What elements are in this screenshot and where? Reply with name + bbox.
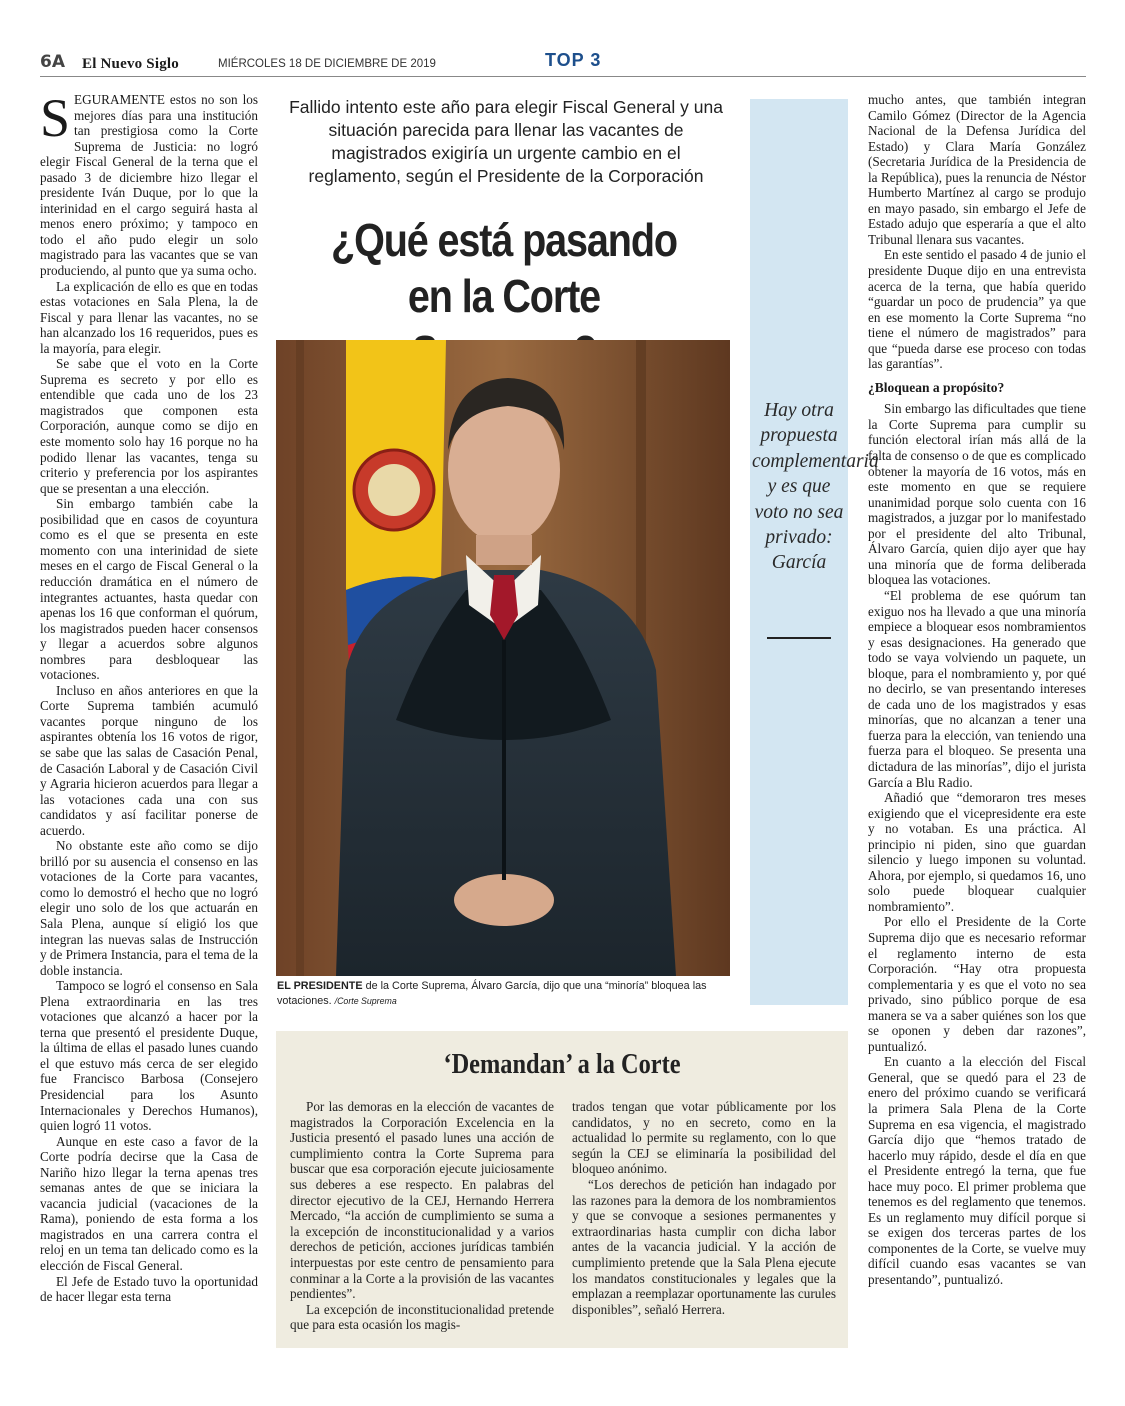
portrait-photo [276, 340, 730, 976]
paragraph: Sin embargo las dificultades que tiene la Corte Suprema para cumplir su función electoral irían más allá de la falta de consenso o de que es complicado obtener la mayoría de 16 votos, más en este momento en que se requiere unanimidad porque solo cuenta con 16 magistrados, a juzgar por lo manifestado por el presidente del alto Tribunal, Álvaro García, quien dijo ayer que hay una minoría que de forma deliberada bloquea las votaciones. [868, 401, 1086, 588]
paragraph: Incluso en años anteriores en que la Corte Suprema también acumuló vacantes porque ninguno de los aspirantes obtenía los 16 votos de rigor, se sabe que las salas de Casación Penal, de Casación Laboral y de Casación Civil y Agraria hicieron acuerdos para llegar a las votaciones cada una con sus candidatos y así facilitar ponerse de acuerdo. [40, 682, 258, 838]
paragraph: El Jefe de Estado tuvo la oportunidad de hacer llegar esta terna [40, 1273, 258, 1305]
paragraph: En este sentido el pasado 4 de junio el presidente Duque dijo en una entrevista acerca de la terna, que había querido “guardar un poco de prudencia” ya que en ese momento la Corte Suprema “no tiene el número de magistrados” para que “pueda darse ese proceso con todas las garantías”. [868, 247, 1086, 372]
caption-text: de la Corte Suprema, Álvaro García, dijo que una “minoría” bloquea las votaciones. [277, 980, 707, 1007]
portrait-illustration [276, 340, 730, 976]
paragraph: Tampoco se logró el consenso en Sala Plena extraordinaria en las tres votaciones que alcanzó a hacer por la terna que presentó el presidente Duque, la última de ellas el pasado lunes cuando el que estuvo más cerca de ser elegido fue Francisco Barbosa (Consejero Presidencial para los Asunto Internacionales y Derechos Humanos), quien logró 11 votos. [40, 978, 258, 1134]
paragraph: trados tengan que votar públicamente por los candidatos, y no en secreto, como en la actualidad lo permite su reglamento, con lo que según la CEJ se eliminaría la posibilidad del bloqueo anónimo. [572, 1099, 836, 1177]
paragraph: Sin embargo también cabe la posibilidad que en casos de coyuntura como es el que se presenta en este momento con una interinidad de siete meses en el cargo de Fiscal General o la reducción dramática en el número de integrantes actuantes, hasta quedar con apenas los 16 que conforman el quórum, los magistrados pueden hacer consensos y llegar a acuerdos sobre algunos nombres para desbloquear las votaciones. [40, 496, 258, 683]
sidebar-column-2 [572, 1099, 836, 1317]
paragraph: Se sabe que el voto en la Corte Suprema es secreto y por ello es entendible que cada uno de los 23 magistrados que componen esta Corporación, aunque como se dijo en este momento solo hay 16 porque no ha podido llenar las vacantes, tenga su criterio y preferencia por los aspirantes que se presentan a una elección. [40, 356, 258, 496]
caption-lead: EL PRESIDENTE [277, 980, 363, 992]
paragraph: Añadió que “demoraron tres meses exigiendo que el vicepresidente era este y no votaban. Es una práctica. Al principio ni piden, sino que guardan silencio y luego imponen su voluntad. Ahora, por ejemplo, si quedamos 16, uno solo puede bloquear cualquier nombramiento”. [868, 790, 1086, 914]
paragraph: La explicación de ello es que en todas estas votaciones en Sala Plena, la de Fiscal y para llenar las vacantes, no se han alcanzado los 16 requeridos, pues es la mayoría, para elegir. [40, 278, 258, 356]
lead-text: estos no son los mejores días para una institución tan prestigiosa como la Corte Suprema de Justicia: no logró elegir Fiscal General de la terna que el pasado 3 de diciembre hizo llegar el presidente Iván Duque, por lo que la interinidad en el cargo seguirá hasta al menos enero próximo; y tampoco en todo el año pudo elegir un solo magistrado para las vacantes que se van produciendo, al punto que ya suma ocho. [40, 92, 258, 279]
paragraph: Aunque en este caso a favor de la Corte podría decirse que la Casa de Nariño hizo llegar la terna apenas tres semanas antes de que se iniciara la vacancia judicial (vacaciones de la Rama), poniendo de esta forma a los magistrados en una carrera contra el reloj en un tema tan delicado como es la elección de Fiscal General. [40, 1133, 258, 1274]
article-column-1 [40, 88, 258, 1305]
sidebar-column-1 [290, 1099, 554, 1333]
sidebar-title: ‘Demandan’ a la Corte [443, 1048, 681, 1080]
paragraph: mucho antes, que también integran Camilo Gómez (Director de la Agencia Nacional de la Defensa Jurídica del Estado) y Clara María González (Secretaria Jurídica de la Presidencia de la República), pues la renuncia de Néstor Humberto Martínez al cargo se produjo en mayo pasado, sin embargo el Jefe de Estado adujo que esperaría a que el alto Tribunal llenara sus vacantes. [868, 92, 1086, 247]
paragraph: “Los derechos de petición han indagado por las razones para la demora de los nombramientos y que se convoque a sesiones permanentes y extraordinarias hasta cumplir con dicha labor antes de la vacancia judicial. Y la acción de cumplimiento pretende que la Sala Plena ejecute los mandatos constitucionales y legales que la emplazan a reemplazar oportunamente las curules disponibles”, señaló Herrera. [572, 1176, 836, 1317]
photo-credit: /Corte Suprema [334, 995, 397, 1006]
paragraph: “El problema de ese quórum tan exiguo nos ha llevado a que una minoría empiece a bloquear esos nombramientos y esas designaciones. Ha generado que todo se vaya volviendo un paquete, un bloque, para el nombramiento y, por qué no decirlo, se van presentando intereses de cada uno de los magistrados y esas minorías, que no alcanzan a tener una fuerza para la elección, van teniendo una fuerza para el bloqueo. Se presenta una dictadura de las minorías”, dijo el jurista García a Blu Radio. [868, 587, 1086, 790]
drop-cap: S [40, 88, 71, 148]
pull-quote: Hay otra propuesta complementaria y es que voto no sea privado: García [752, 400, 879, 574]
lead-paragraph [40, 88, 258, 279]
paragraph: No obstante este año como se dijo brilló por su ausencia el consenso en las votaciones de la Corte para vacantes, como lo demostró el hecho que no logró elegir uno solo de los que actuarán en Sala Plena, aunque sí eligió los que integran las nuevas salas de Instrucción y de Primera Instancia, para el tema de la doble instancia. [40, 838, 258, 978]
paragraph: En cuanto a la elección del Fiscal General, que se quedó para el 23 de enero del próximo cuando se verificará la primera Sala Plena de la Corte Suprema en esa vigencia, el magistrado García dijo que “hemos tratado de hacerlo muy rápido, desde el día en que el Presidente entregó la terna, que fue hace muy poco. El primer problema que tenemos es del reglamento que tenemos. Es un reglamento muy difícil porque si se exigen dos terceras partes de los componentes de la Corte, se vuelve muy difícil cuando esas vacantes se van presentando”, puntualizó. [868, 1054, 1086, 1288]
page-number: 6A [40, 52, 65, 72]
section-label: TOP 3 [545, 50, 602, 70]
article-subhead: Fallido intento este año para elegir Fiscal General y una situación parecida para llenar las vacantes de magistrados exigiría un urgente cambio en el reglamento, según el Presidente de la Corporación [289, 97, 723, 186]
crosshead: ¿Bloquean a propósito? [868, 379, 1005, 395]
newspaper-name: El Nuevo Siglo [82, 56, 179, 72]
pull-quote-rule [767, 637, 831, 639]
article-column-4 [868, 92, 1086, 1288]
header-rule [40, 76, 1086, 77]
lead-caps: EGURAMENTE [74, 92, 165, 107]
page-header [40, 50, 1086, 78]
paragraph: Por ello el Presidente de la Corte Suprema dijo que es necesario reformar el reglamento interno de esta Corporación. “Hay otra propuesta complementaria y es que el voto no sea privado, sino público porque de esa manera se va a saber quiénes son los que se oponen y deben dar razones”, puntualizó. [868, 914, 1086, 1054]
photo-caption [277, 979, 729, 1008]
issue-date: MIÉRCOLES 18 DE DICIEMBRE DE 2019 [218, 58, 436, 70]
paragraph: La excepción de inconstitucionalidad pretende que para esta ocasión los magis- [290, 1301, 554, 1333]
paragraph: Por las demoras en la elección de vacantes de magistrados la Corporación Excelencia en la Justicia presentó el pasado lunes una acción de cumplimiento contra la Corte Suprema para buscar que esa corporación ejecute juiciosamente sus deberes a ese respecto. En palabras del director ejecutivo de la CEJ, Hernando Herrera Mercado, “la acción de cumplimiento se suma a la excepción de inconstitucionalidad y a varios derechos de petición, acciones jurídicas también interpuestas por este centro de pensamiento para conminar a la Corte a la provisión de las vacantes pendientes”. [290, 1099, 554, 1302]
article-headline: ¿Qué está pasando en la Corte [331, 214, 677, 322]
